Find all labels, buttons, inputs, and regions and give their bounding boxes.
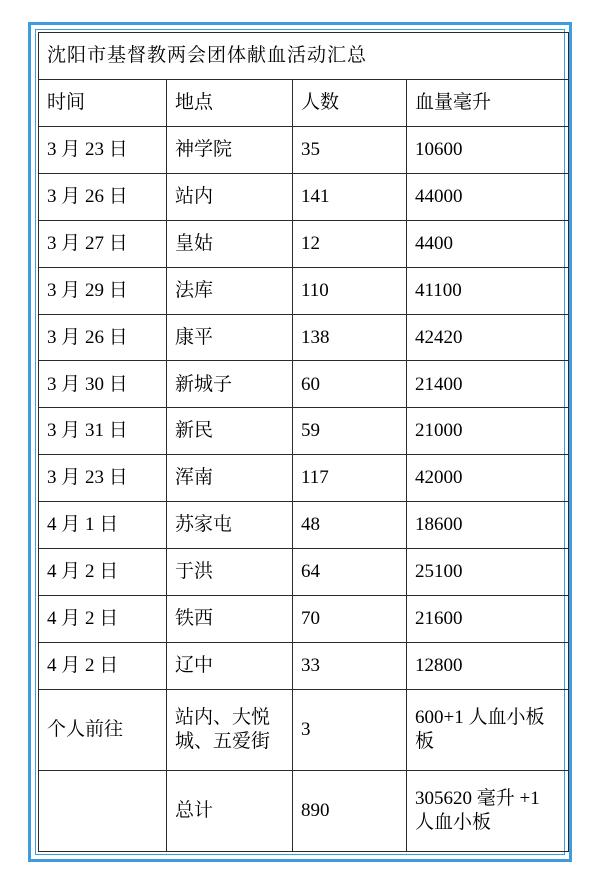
cell-volume: 4400 [407,220,569,267]
decorative-inner-border [35,29,565,855]
table-row [39,455,569,502]
cell-place: 总计 [167,770,293,851]
column-header-volume: 血量毫升 [407,79,569,126]
cell-count: 138 [293,314,407,361]
cell-volume: 600+1 人血小板板 [407,689,569,770]
cell-volume: 21000 [407,408,569,455]
cell-time: 4 月 2 日 [39,642,167,689]
decorative-outer-border [28,22,572,862]
cell-time: 3 月 30 日 [39,361,167,408]
table-row [39,549,569,596]
cell-count: 35 [293,126,407,173]
cell-volume: 21400 [407,361,569,408]
cell-time [39,770,167,851]
cell-time: 4 月 2 日 [39,596,167,643]
cell-place: 辽中 [167,642,293,689]
cell-count: 70 [293,596,407,643]
table-row [39,220,569,267]
blood-donation-table [38,32,569,852]
cell-time: 4 月 2 日 [39,549,167,596]
cell-place: 站内、大悦城、五爱街 [167,689,293,770]
cell-volume: 10600 [407,126,569,173]
table-row [39,173,569,220]
table-row [39,361,569,408]
cell-count: 117 [293,455,407,502]
table-row [39,596,569,643]
cell-place: 苏家屯 [167,502,293,549]
table-row [39,314,569,361]
table-row [39,642,569,689]
cell-volume: 41100 [407,267,569,314]
cell-place: 康平 [167,314,293,361]
cell-place: 于洪 [167,549,293,596]
cell-volume: 12800 [407,642,569,689]
table-row-total [39,770,569,851]
cell-place: 站内 [167,173,293,220]
cell-count: 59 [293,408,407,455]
cell-volume: 44000 [407,173,569,220]
cell-count: 3 [293,689,407,770]
cell-count: 141 [293,173,407,220]
cell-count: 110 [293,267,407,314]
column-header-place: 地点 [167,79,293,126]
table-title-row [39,33,569,80]
cell-count: 890 [293,770,407,851]
cell-time: 3 月 23 日 [39,126,167,173]
table-row-individual [39,689,569,770]
table-row [39,126,569,173]
cell-place: 新民 [167,408,293,455]
cell-time: 3 月 31 日 [39,408,167,455]
cell-place: 铁西 [167,596,293,643]
cell-time: 3 月 26 日 [39,173,167,220]
cell-count: 33 [293,642,407,689]
cell-count: 12 [293,220,407,267]
cell-time: 4 月 1 日 [39,502,167,549]
cell-count: 60 [293,361,407,408]
cell-count: 64 [293,549,407,596]
cell-place: 皇姑 [167,220,293,267]
cell-volume: 42420 [407,314,569,361]
cell-place: 法库 [167,267,293,314]
table-row [39,502,569,549]
cell-volume: 42000 [407,455,569,502]
table-header-row [39,79,569,126]
cell-place: 新城子 [167,361,293,408]
cell-volume: 21600 [407,596,569,643]
table-row [39,408,569,455]
table-row [39,267,569,314]
cell-volume: 18600 [407,502,569,549]
cell-place: 神学院 [167,126,293,173]
column-header-time: 时间 [39,79,167,126]
cell-volume: 305620 毫升 +1 人血小板 [407,770,569,851]
cell-time: 3 月 26 日 [39,314,167,361]
cell-count: 48 [293,502,407,549]
cell-time: 个人前往 [39,689,167,770]
cell-place: 浑南 [167,455,293,502]
cell-time: 3 月 23 日 [39,455,167,502]
page-title: 沈阳市基督教两会团体献血活动汇总 [39,33,569,80]
column-header-count: 人数 [293,79,407,126]
cell-volume: 25100 [407,549,569,596]
cell-time: 3 月 27 日 [39,220,167,267]
cell-time: 3 月 29 日 [39,267,167,314]
